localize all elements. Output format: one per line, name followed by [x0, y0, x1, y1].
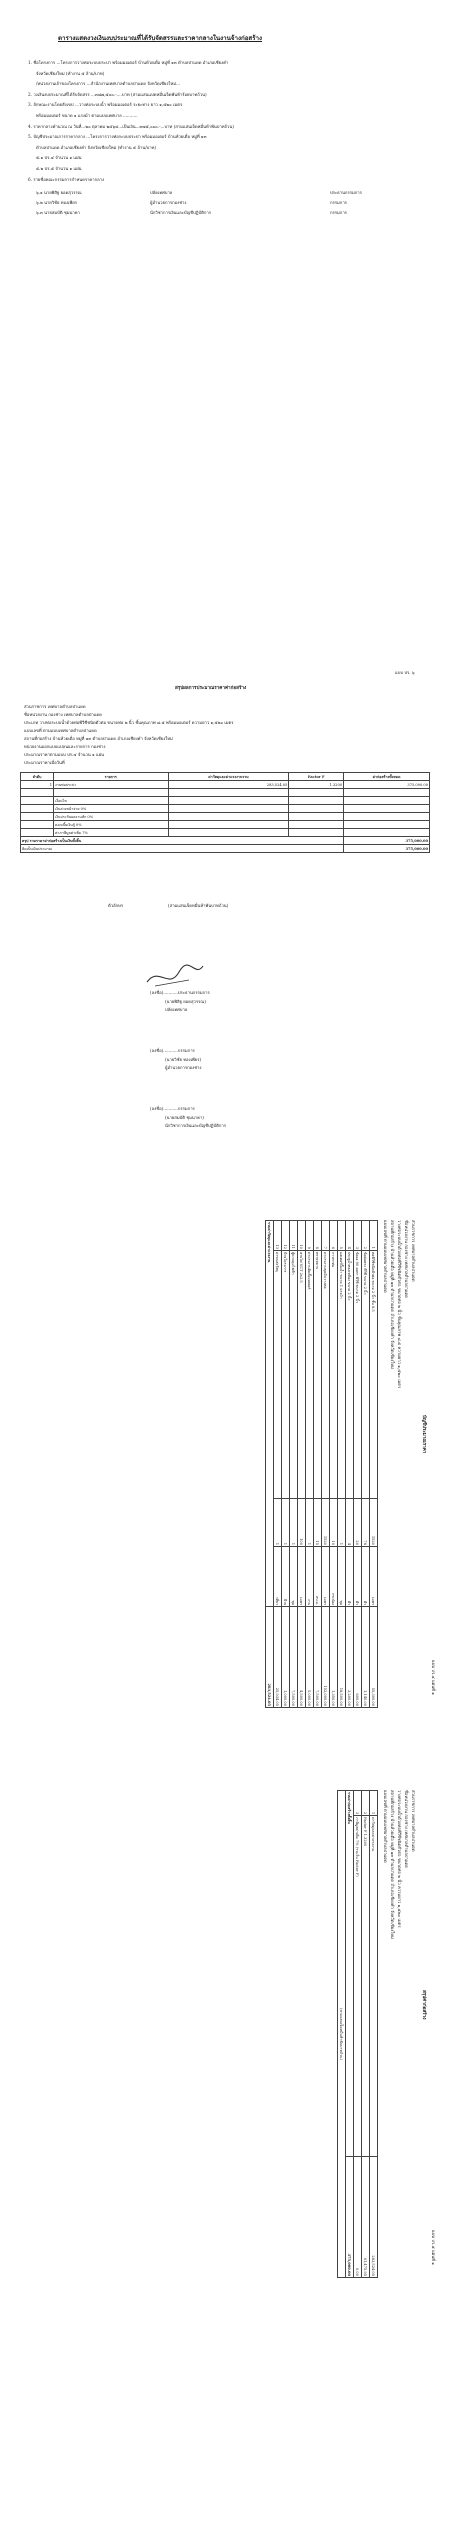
- table-cell: 1,000.00: [282, 1607, 290, 1708]
- table-cell: [289, 813, 344, 821]
- signature-label: (ลงชื่อ)...........กรรมการ: [150, 1106, 195, 1111]
- allocation-line: พร้อมมอเตอร์ ขนาด ๑ แรงม้า ตามแบบเทศบาล ...........: [36, 113, 138, 118]
- table-row: [370, 1221, 378, 1708]
- table-cell: ข้อต่อตรง พีวีซี ขนาด 2 นิ้ว: [362, 1250, 370, 1498]
- header-line: ชื่อหน่วยงาน กองช่าง เทศบาลตำบลป่าแดด: [404, 1790, 409, 1868]
- table-cell: 9: [306, 1221, 314, 1251]
- table-cell: [289, 805, 344, 813]
- table-row: [298, 1221, 306, 1708]
- table-cell: 4: [346, 1221, 354, 1251]
- page4-title: สรุปค่าก่อสร้าง: [421, 1990, 426, 2020]
- total-label: รวมค่าวัสดุและค่าแรงงาน: [266, 1221, 274, 1607]
- table-cell: ค่าขนส่งวัสดุ: [274, 1250, 282, 1498]
- page-bill-of-quantities: [0, 1200, 450, 1730]
- header-line: ประมาณราคาตามแบบ ปร.๔ จำนวน ๑ แผ่น: [24, 752, 105, 757]
- table-cell: 1: [306, 1498, 314, 1546]
- table-row: [370, 1791, 378, 2278]
- table-cell: [344, 797, 430, 805]
- table-row: [21, 805, 430, 813]
- table-cell: 5: [338, 1221, 346, 1251]
- column-header: ค่าก่อสร้างทั้งหมด: [344, 773, 430, 781]
- table-cell: 5,000.00: [306, 1607, 314, 1708]
- committee-name: ๖.๑ นายพิสิฐ ยอดสุวรรณ: [36, 190, 82, 195]
- table-cell: [168, 805, 289, 813]
- signature-name: (นายพิสิฐ ยอดสุวรรณ): [165, 999, 206, 1004]
- table-cell: 55,300.00: [370, 1607, 378, 1708]
- table-header-row: [21, 773, 430, 781]
- signature-name: (นายวิชัย ทองเพียร): [165, 1057, 202, 1062]
- table-row: [354, 1791, 362, 2278]
- summary-table: [337, 1790, 378, 2278]
- table-cell: 6: [330, 1221, 338, 1251]
- table-row: [21, 821, 430, 829]
- sum-value: 375,000.00: [344, 837, 430, 845]
- table-cell: [21, 813, 54, 821]
- header-line: หน่วยงานออกแบบแปลนและรายการ กองช่าง: [24, 744, 106, 749]
- table-cell: 1: [338, 1498, 346, 1546]
- table-cell: 1.3200: [289, 781, 344, 789]
- table-cell: 18,500.00: [338, 1607, 346, 1708]
- form-number: แบบ ปร.๕ แผ่นที่ ๑: [431, 2230, 436, 2265]
- table-cell: 2: [362, 1791, 370, 1816]
- table-cell: 283,524.05: [168, 781, 289, 789]
- table-row: [330, 1221, 338, 1708]
- sum-label: รวมค่าก่อสร้างทั้งสิ้น: [346, 1791, 354, 2157]
- table-cell: ตัว: [362, 1546, 370, 1606]
- committee-role: ประธานกรรมการ: [330, 190, 362, 195]
- header-line: ชื่อหน่วยงาน กองช่าง เทศบาลตำบลป่าแดด: [24, 712, 102, 717]
- table-row: [322, 1221, 330, 1708]
- table-cell: เงินล่วงหน้าจ่าย 0%: [53, 805, 168, 813]
- column-header: Factor F: [289, 773, 344, 781]
- table-cell: มอเตอร์ปั๊มน้ำ ขนาด 1 แรงม้า: [338, 1250, 346, 1498]
- table-cell: [344, 789, 430, 797]
- table-cell: [21, 805, 54, 813]
- committee-position: นักวิชาการเงินและบัญชีปฏิบัติการ: [150, 210, 211, 215]
- table-cell: 100: [298, 1498, 306, 1546]
- table-cell: 3,200.00: [346, 1607, 354, 1708]
- form-number: แบบ ปร.๔ แผ่นที่ ๑: [431, 1660, 436, 1695]
- column-header: ลำดับ: [21, 773, 54, 781]
- table-cell: ค่าภาษีมูลค่าเพิ่ม 7%: [53, 829, 168, 837]
- table-cell: 1,350.00: [330, 1607, 338, 1708]
- form-number: แบบ ปร. ๖: [395, 670, 415, 675]
- allocation-line: ๕.๒ ปร.๕ จำนวน ๑ แผ่น: [36, 166, 82, 171]
- table-cell: ค่าแรงงานติดตั้งมอเตอร์: [306, 1250, 314, 1498]
- table-cell: ชุด: [290, 1546, 298, 1606]
- page1-title: ตารางแสดงวงเงินงบประมาณที่ได้รับจัดสรรและราคากลางในงานจ้างก่อสร้าง: [58, 35, 263, 42]
- header-line: สถานที่ก่อสร้าง บ้านห้วยเดื่อ หมู่ที่ ๑๓ ตำบลป่าแดด อำเภอเชียงคำ จังหวัดเชียงใหม่: [24, 736, 173, 741]
- round-label: คิดเป็นเงินประมาณ: [21, 845, 344, 853]
- table-cell: 1: [282, 1498, 290, 1546]
- table-cell: ค่าวัสดุและค่าแรงงาน: [370, 1816, 378, 2157]
- page-cost-summary: [0, 660, 450, 1180]
- table-cell: [168, 789, 289, 797]
- table-row: [290, 1221, 298, 1708]
- header-line: ส่วนราชการ เทศบาลตำบลป่าแดด: [24, 704, 86, 709]
- table-cell: เมตร: [322, 1546, 330, 1606]
- allocation-line: ๕.๑ ปร.๔ จำนวน ๑ แผ่น: [36, 155, 82, 161]
- header-line: วางท่อระบบน้ำด้วยท่อพีวีซีชนิดตัวต่อ ขนาดท่อ ๒ นิ้ว ความยาว ๑,๕๒๐ เมตร: [397, 1790, 402, 1928]
- table-cell: ตู้ควบคุมไฟฟ้า: [290, 1250, 298, 1498]
- table-cell: 13: [274, 1221, 282, 1251]
- allocation-line: /หน่วยงานเจ้าของโครงการ ...สำนักงานเทศบาลตำบลป่าแดด จังหวัดเชียงใหม่...: [36, 81, 180, 87]
- table-cell: ตัว: [346, 1546, 354, 1606]
- table-cell: 2: [362, 1221, 370, 1251]
- signature-title: นักวิชาการเงินและบัญชีปฏิบัติการ: [165, 1123, 226, 1128]
- allocation-line: ตำบลป่าแดด อำเภอเชียงคำ จังหวัดเชียงใหม่ (ทำงาน ๕ ล้าน/บาท): [36, 144, 157, 150]
- table-cell: [168, 813, 289, 821]
- committee-name: ๖.๒ นายวิชัย ทองเพียร: [36, 200, 77, 205]
- table-cell: [168, 829, 289, 837]
- table-cell: [168, 797, 289, 805]
- table-row: [354, 1221, 362, 1708]
- table-cell: 8: [314, 1221, 322, 1251]
- table-cell: ท่อพีวีซีชนิดตัวต่อ ขนาด 2 นิ้ว ชั้น 8.5: [370, 1250, 378, 1498]
- allocation-line: 5. บัญชีประมาณการราคากลาง ...โครงการวางท่อระบบประปา พร้อมมอเตอร์ บ้านห้วยเดื่อ หมู่ที่ ๑๓: [28, 134, 207, 140]
- table-cell: ป้ายโครงการ: [282, 1250, 290, 1498]
- signature-mark: [145, 960, 205, 990]
- table-cell: 1: [21, 781, 54, 789]
- table-cell: ประตูน้ำทองเหลือง ขนาด 2 นิ้ว: [346, 1250, 354, 1498]
- table-cell: 152,000.00: [322, 1607, 330, 1708]
- table-cell: ตัว: [354, 1546, 362, 1606]
- page-allocation-summary: [0, 0, 450, 300]
- table-cell: 12: [282, 1221, 290, 1251]
- table-cell: กระป๋อง: [330, 1546, 338, 1606]
- table-cell: เที่ยว: [274, 1546, 282, 1606]
- signature-name: (นายสมบัติ ชุมนาคา): [165, 1115, 204, 1120]
- sum-value: 375,000.00: [346, 2157, 354, 2278]
- table-cell: 600.00: [354, 1607, 362, 1708]
- words-value: (สามแสนเจ็ดหมื่นห้าพันบาทถ้วน): [168, 903, 229, 908]
- table-row: [21, 829, 430, 837]
- committee-role: กรรมการ: [330, 200, 347, 205]
- table-cell: Factor F 1.3200: [362, 1816, 370, 2157]
- table-cell: 3: [354, 1221, 362, 1251]
- table-cell: 375,000.00: [344, 781, 430, 789]
- words-label: ตัวอักษร: [108, 903, 124, 908]
- committee-name: ๖.๓ นายสมบัติ ชุมนาคา: [36, 210, 80, 215]
- cost-summary-table: [20, 772, 430, 853]
- table-cell: 1,140.00: [362, 1607, 370, 1708]
- allocation-line: 1. ชื่อโครงการ ...โครงการวางท่อระบบประปา พร้อมมอเตอร์ บ้านห้วยเดื่อ หมู่ที่ ๑๓ ตำบลป่าแดด อำเภอเชียงคำ: [28, 60, 229, 65]
- table-row: [21, 789, 430, 797]
- table-cell: 1: [290, 1498, 298, 1546]
- round-value: 375,000.00: [344, 845, 430, 853]
- table-cell: [344, 829, 430, 837]
- allocation-line: จังหวัดเชียงใหม่ (ทำงาน ๕ ล้าน/บาท): [36, 70, 105, 76]
- table-row: [362, 1791, 370, 2278]
- sum-label: สรุป รวมราคาค่าก่อสร้างเป็นเงินทั้งสิ้น: [21, 837, 344, 845]
- signature-title: ปลัดเทศบาล: [165, 1007, 188, 1012]
- table-cell: งานท่อประปา: [53, 781, 168, 789]
- column-header: ค่าวัสดุและค่าแรงงานรวม: [168, 773, 289, 781]
- rounded-row: [21, 845, 430, 853]
- table-cell: [289, 829, 344, 837]
- table-row: [338, 1221, 346, 1708]
- table-cell: 11: [290, 1221, 298, 1251]
- table-cell: ดอกเบี้ยเงินกู้ 0%: [53, 821, 168, 829]
- table-cell: 4: [346, 1498, 354, 1546]
- table-row: [21, 797, 430, 805]
- table-row: [21, 813, 430, 821]
- sum-row: [346, 1791, 354, 2278]
- table-cell: [344, 813, 430, 821]
- table-row: [306, 1221, 314, 1708]
- table-cell: [289, 821, 344, 829]
- table-cell: 15: [314, 1498, 322, 1546]
- table-cell: ข้องอ 90 องศา พีวีซี ขนาด 2 นิ้ว: [354, 1250, 362, 1498]
- table-cell: ชุด: [338, 1546, 346, 1606]
- table-cell: 10: [298, 1221, 306, 1251]
- table-cell: ค่าแรงงานขุดดินวางท่อ: [322, 1250, 330, 1498]
- table-cell: [21, 789, 54, 797]
- table-cell: เงื่อนไข: [53, 797, 168, 805]
- words-value: (สามแสนเจ็ดหมื่นห้าพันบาทถ้วน): [338, 1791, 346, 2278]
- allocation-line: 6. รายชื่อคณะกรรมการกำหนดราคากลาง: [28, 176, 105, 182]
- table-cell: 4,500.00: [298, 1607, 306, 1708]
- header-line: สถานที่ก่อสร้าง บ้านห้วยเดื่อ หมู่ที่ ๑๓ ตำบลป่าแดด อำเภอเชียงคำ จังหวัดเชียงใหม่: [390, 1790, 395, 1939]
- boq-table: [265, 1220, 378, 1708]
- table-cell: [344, 821, 430, 829]
- table-cell: ภาษีมูลค่าเพิ่ม 7% (รวมใน Factor F): [354, 1816, 362, 2157]
- table-cell: 3: [354, 1791, 362, 1816]
- allocation-line: 4. ราคากลางคำนวณ ณ วันที่...๒๐ ตุลาคม ๒๕๖๔...เป็นเงิน...๓๗๕,๐๐๐.-...บาท (สามแสนเจ็ดหมื่นห้าพันบาทถ้วน): [28, 123, 234, 129]
- header-line: แบบเลขที่ ตามแบบเทศบาลตำบลป่าแดด: [383, 1790, 388, 1863]
- header-line: แบบเลขที่ ตามแบบเทศบาลตำบลป่าแดด: [383, 1220, 388, 1293]
- table-cell: [168, 821, 289, 829]
- table-cell: 7: [322, 1221, 330, 1251]
- signature-label: (ลงชื่อ)...........ประธานกรรมการ: [150, 990, 210, 995]
- table-cell: เงินประกันผลงานหัก 0%: [53, 813, 168, 821]
- total-value: 283,524.05: [266, 1607, 274, 1708]
- table-cell: 0.00: [354, 2157, 362, 2278]
- table-row: [21, 781, 430, 789]
- page-construction-summary: [0, 1770, 450, 2310]
- table-cell: [53, 789, 168, 797]
- table-cell: 10: [330, 1498, 338, 1546]
- table-row: [314, 1221, 322, 1708]
- table-cell: 1520: [370, 1498, 378, 1546]
- committee-position: ปลัดเทศบาล: [150, 190, 173, 195]
- table-cell: 25,934.05: [274, 1607, 282, 1708]
- table-row: [346, 1221, 354, 1708]
- committee-position: ผู้อำนวยการกองช่าง: [150, 200, 187, 205]
- header-line: ส่วนราชการ เทศบาลตำบลป่าแดด: [411, 1790, 416, 1852]
- header-line: สถานที่ก่อสร้าง บ้านห้วยเดื่อ หมู่ที่ ๑๓ ตำบลป่าแดด อำเภอเชียงคำ จังหวัดเชียงใหม่: [390, 1220, 395, 1369]
- column-header: รายการ: [53, 773, 168, 781]
- table-row: [274, 1221, 282, 1708]
- table-cell: [344, 805, 430, 813]
- table-row: [282, 1221, 290, 1708]
- table-cell: สายไฟ VCT 2x2.5: [298, 1250, 306, 1498]
- signature-title: ผู้อำนวยการกองช่าง: [165, 1065, 202, 1070]
- header-line: แบบเลขที่ ตามแบบเทศบาลตำบลป่าแดด: [24, 728, 97, 733]
- table-cell: ทรายหยาบ: [314, 1250, 322, 1498]
- table-cell: [289, 797, 344, 805]
- table-cell: 1: [274, 1498, 282, 1546]
- table-cell: 1: [370, 1221, 378, 1251]
- table-cell: เมตร: [298, 1546, 306, 1606]
- table-cell: 7,500.00: [290, 1607, 298, 1708]
- table-cell: [289, 789, 344, 797]
- signature-label: (ลงชื่อ)...........กรรมการ: [150, 1048, 195, 1053]
- words-row: [338, 1791, 346, 2278]
- table-cell: งาน: [306, 1546, 314, 1606]
- table-row: [362, 1221, 370, 1708]
- allocation-line: 3. ลักษณะงานโดยสังเขป ...วางท่อระบบน้ำ พร้อมมอเตอร์ ระยะทาง ยาว ๑,๕๒๐ เมตร: [28, 102, 183, 108]
- header-line: ชื่อหน่วยงาน กองช่าง เทศบาลตำบลป่าแดด: [404, 1220, 409, 1298]
- table-cell: เมตร: [370, 1546, 378, 1606]
- table-cell: 7,500.00: [314, 1607, 322, 1708]
- table-cell: 91,475.95: [362, 2157, 370, 2278]
- table-cell: ป้าย: [282, 1546, 290, 1606]
- header-line: ประเภท วางท่อระบบน้ำด้วยท่อพีวีซีชนิดตัวต่อ ขนาดท่อ ๒ นิ้ว ชั้นคุณภาพ ๘.๕ พร้อมมอเตอร์ ความยาว ๑,๕๒๐ เมตร: [24, 720, 234, 725]
- total-row: [266, 1221, 274, 1708]
- committee-role: กรรมการ: [330, 210, 347, 215]
- table-cell: ลบ.ม.: [314, 1546, 322, 1606]
- table-cell: [21, 797, 54, 805]
- table-cell: กาวทาท่อ: [330, 1250, 338, 1498]
- table-cell: 1: [370, 1791, 378, 1816]
- page3-title: บัญชีประมาณราคา: [421, 1415, 426, 1454]
- header-line: วางท่อระบบน้ำด้วยท่อพีวีซีชนิดตัวต่อ ขนาดท่อ ๒ นิ้ว ชั้นคุณภาพ ๘.๕ ความยาว ๑,๕๒๐ เมตร: [397, 1220, 402, 1389]
- table-cell: 20: [354, 1498, 362, 1546]
- table-cell: 283,524.05: [370, 2157, 378, 2278]
- table-cell: 76: [362, 1498, 370, 1546]
- header-line: ส่วนราชการ เทศบาลตำบลป่าแดด: [411, 1220, 416, 1282]
- sum-row: [21, 837, 430, 845]
- allocation-line: 2. วงเงินงบประมาณที่ได้รับจัดสรร ...๓๘๗,๕๐๐.-....บาท (สามแสนแปดหมื่นเจ็ดพันห้าร้อยบาทถ้วน): [28, 91, 207, 97]
- table-cell: [21, 821, 54, 829]
- table-cell: [21, 829, 54, 837]
- table-cell: 1520: [322, 1498, 330, 1546]
- page2-title: สรุปผลการประมาณราคาค่าก่อสร้าง: [175, 686, 247, 691]
- header-line: ประมาณราคาเมื่อวันที่: [24, 760, 65, 765]
